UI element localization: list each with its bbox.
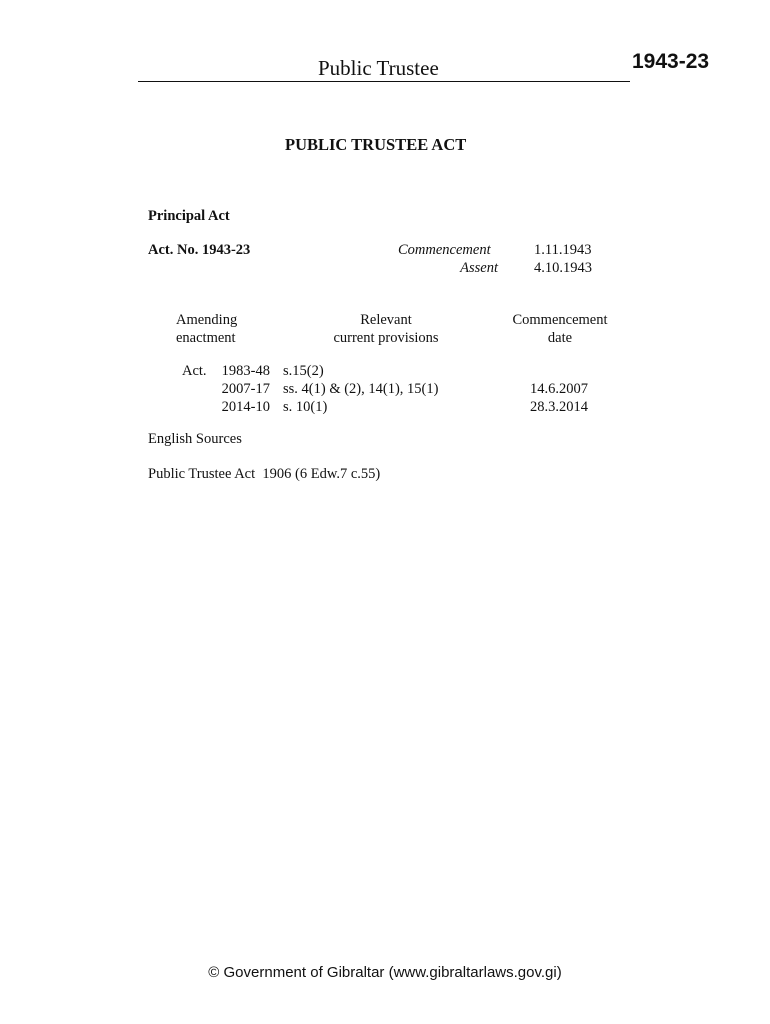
column-header-line: date [547, 330, 573, 346]
column-header-line: Amending [176, 312, 238, 328]
header-rule [138, 81, 630, 82]
column-header-line: enactment [176, 330, 236, 346]
assent-label: Assent [460, 260, 498, 276]
column-header-amending-enactment [176, 311, 237, 347]
amendment-provisions: s. 10(1) [283, 399, 328, 415]
amendment-row [0, 399, 770, 417]
column-header-line: Relevant [360, 312, 412, 328]
amendment-enactment: 2014-10 [221, 399, 270, 415]
amendment-row [0, 363, 770, 381]
amendment-provisions: s.15(2) [283, 363, 324, 379]
document-title: PUBLIC TRUSTEE ACT [285, 135, 467, 154]
column-header-line: Commencement [512, 312, 608, 328]
commencement-date: 1.11.1943 [534, 242, 592, 258]
principal-act-heading: Principal Act [148, 208, 230, 224]
amendment-provisions: ss. 4(1) & (2), 14(1), 15(1) [283, 381, 439, 397]
column-header-line: current provisions [333, 330, 439, 346]
running-header-title: Public Trustee [318, 56, 439, 80]
english-source: Public Trustee Act 1906 (6 Edw.7 c.55) [148, 466, 381, 482]
amendment-row [0, 381, 770, 399]
amendment-act-prefix: Act. [182, 363, 207, 379]
amendment-enactment: 1983-48 [221, 363, 270, 379]
amendment-date: 14.6.2007 [530, 381, 588, 397]
principal-act-number: Act. No. 1943-23 [148, 242, 251, 258]
running-header-act-code: 1943-23 [632, 50, 710, 73]
english-sources-heading: English Sources [148, 431, 242, 447]
amendment-date: 28.3.2014 [530, 399, 588, 415]
amendment-enactment: 2007-17 [221, 381, 270, 397]
assent-date: 4.10.1943 [534, 260, 592, 276]
footer-copyright: © Government of Gibraltar (www.gibraltarlaws.gov.gi) [208, 964, 562, 981]
column-header-relevant-provisions [312, 311, 460, 347]
column-header-commencement-date [498, 311, 622, 347]
commencement-label: Commencement [398, 242, 491, 258]
